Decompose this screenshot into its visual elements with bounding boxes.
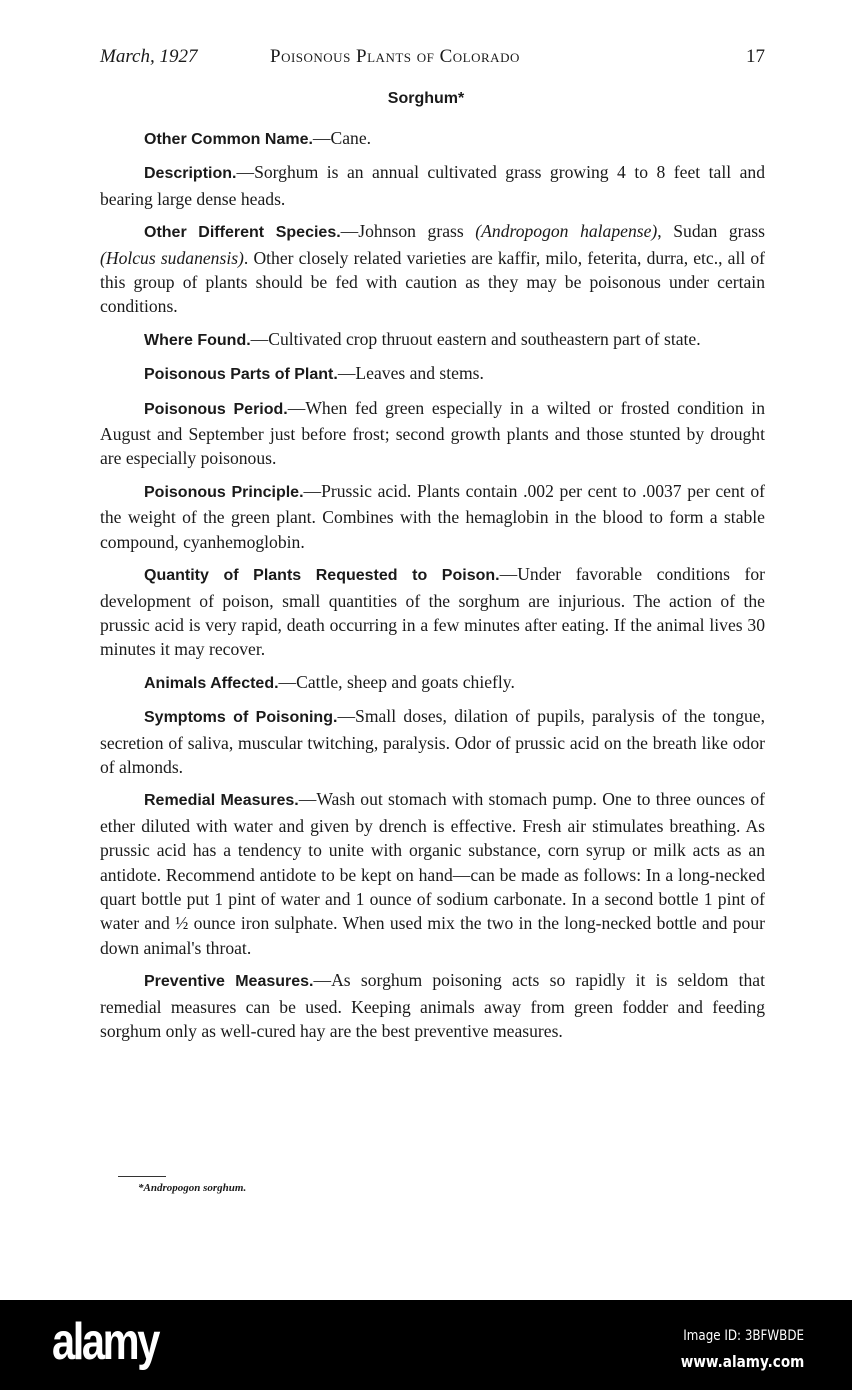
species-name: (Andropogon halapense) [475, 221, 658, 242]
paragraph-description [100, 160, 765, 211]
paragraph-label: Poisonous Principle. [144, 483, 304, 501]
paragraph-label: Description. [144, 165, 237, 183]
paragraph-animals-affected [100, 670, 765, 696]
section-heading: Sorghum* [387, 90, 465, 107]
paragraph-label: Remedial Measures. [144, 792, 299, 810]
footnote: *Andropogon sorghum. [138, 1182, 247, 1194]
header-date: March, 1927 [100, 46, 198, 67]
running-header [100, 44, 765, 74]
paragraph-text: —As sorghum poisoning acts so rapidly it is seldom that remedial measures can be used. Keeping animals away from green fodder and feeding sorghum only as well-cured hay are the best preventive measures. [100, 970, 765, 1041]
paragraph-text: , Sudan grass [657, 221, 765, 242]
paragraph-where-found [100, 327, 765, 353]
paragraph-poisonous-principle [100, 479, 765, 554]
paragraph-text: —When fed green especially in a wilted or frosted condition in August and September just before frost; second growth plants and those stunted by drought are especially poisonous. [100, 397, 765, 469]
paragraph-label: Where Found. [144, 331, 251, 349]
paragraph-text: —Cultivated crop thruout eastern and southeastern part of state. [250, 328, 701, 349]
paragraph-text: —Leaves and stems. [337, 363, 484, 384]
paragraph-label: Symptoms of Poisoning. [144, 709, 338, 727]
paragraph-text: —Prussic acid. Plants contain .002 per cent to .0037 per cent of the weight of the green plant. Combines with the hemaglobin in the blood to form a stable compound, cyanhemoglobin. [100, 480, 765, 552]
watermark-bar [0, 1300, 852, 1390]
paragraph-label: Other Common Name. [144, 131, 313, 148]
paragraph-label: Quantity of Plants Requested to Poison. [144, 567, 500, 585]
paragraph-text: —Cane. [312, 128, 372, 148]
page-number: 17 [746, 46, 765, 67]
footnote-rule [118, 1176, 166, 1177]
paragraph-text: —Wash out stomach with stomach pump. One to three ounces of ether diluted with water and given by drench is effective. Fresh air stimulates breathing. As prussic acid has a tendency to unite with organic substance, corn syrup or milk acts as an antidote. Recommend antidote to be kept on hand—can be made as follows: In a long-necked quart bottle put 1 pint of water and 1 ounce of sodium carbonate. In a second bottle 1 pint of water and ½ ounce iron sulphate. When used mix the two in the long-necked bottle and pour down animal's throat. [100, 789, 765, 958]
paragraph-common-name [100, 126, 765, 152]
paragraph-text: —Small doses, dilation of pupils, paralysis of the tongue, secretion of saliva, muscular twitching, paralysis. Odor of prussic acid on the breath like odor of almonds. [100, 706, 766, 777]
paragraph-other-species [100, 219, 765, 319]
watermark-url: www.alamy.com [680, 1352, 804, 1371]
paragraph-text: —Sorghum is an annual cultivated grass growing 4 to 8 feet tall and bearing large dense heads. [100, 162, 765, 209]
image-id: Image ID: 3BFWBDE [683, 1328, 804, 1344]
paragraph-text: —Johnson grass [340, 221, 476, 242]
paragraph-label: Poisonous Parts of Plant. [144, 366, 338, 384]
paragraph-label: Preventive Measures. [144, 973, 314, 991]
paragraph-symptoms [100, 704, 765, 779]
paragraph-label: Other Different Species. [144, 224, 341, 242]
header-title: Poisonous Plants of Colorado [270, 46, 520, 67]
paragraph-label: Animals Affected. [144, 674, 279, 692]
species-name: (Holcus sudanensis) [100, 247, 244, 268]
paragraph-label: Poisonous Period. [144, 400, 288, 418]
paragraph-poisonous-period [100, 396, 765, 471]
paragraph-preventive [100, 968, 765, 1043]
body-text [100, 126, 765, 1051]
paragraph-quantity [100, 562, 765, 662]
paragraph-remedial [100, 787, 765, 960]
paragraph-text: —Under favorable conditions for development of poison, small quantities of the sorghum are injurious. The action of the prussic acid is very rapid, death occurring in a few minutes after eating. If the animal lives 30 minutes it may recover. [100, 564, 765, 660]
paragraph-poisonous-parts [100, 361, 765, 387]
paragraph-text: . Other closely related varieties are kaffir, milo, feterita, durra, etc., all of this group of plants should be fed with caution as they may be poisonous under certain conditions. [100, 247, 766, 317]
alamy-logo: alamy [52, 1313, 158, 1371]
paragraph-text: —Cattle, sheep and goats chiefly. [278, 671, 515, 692]
